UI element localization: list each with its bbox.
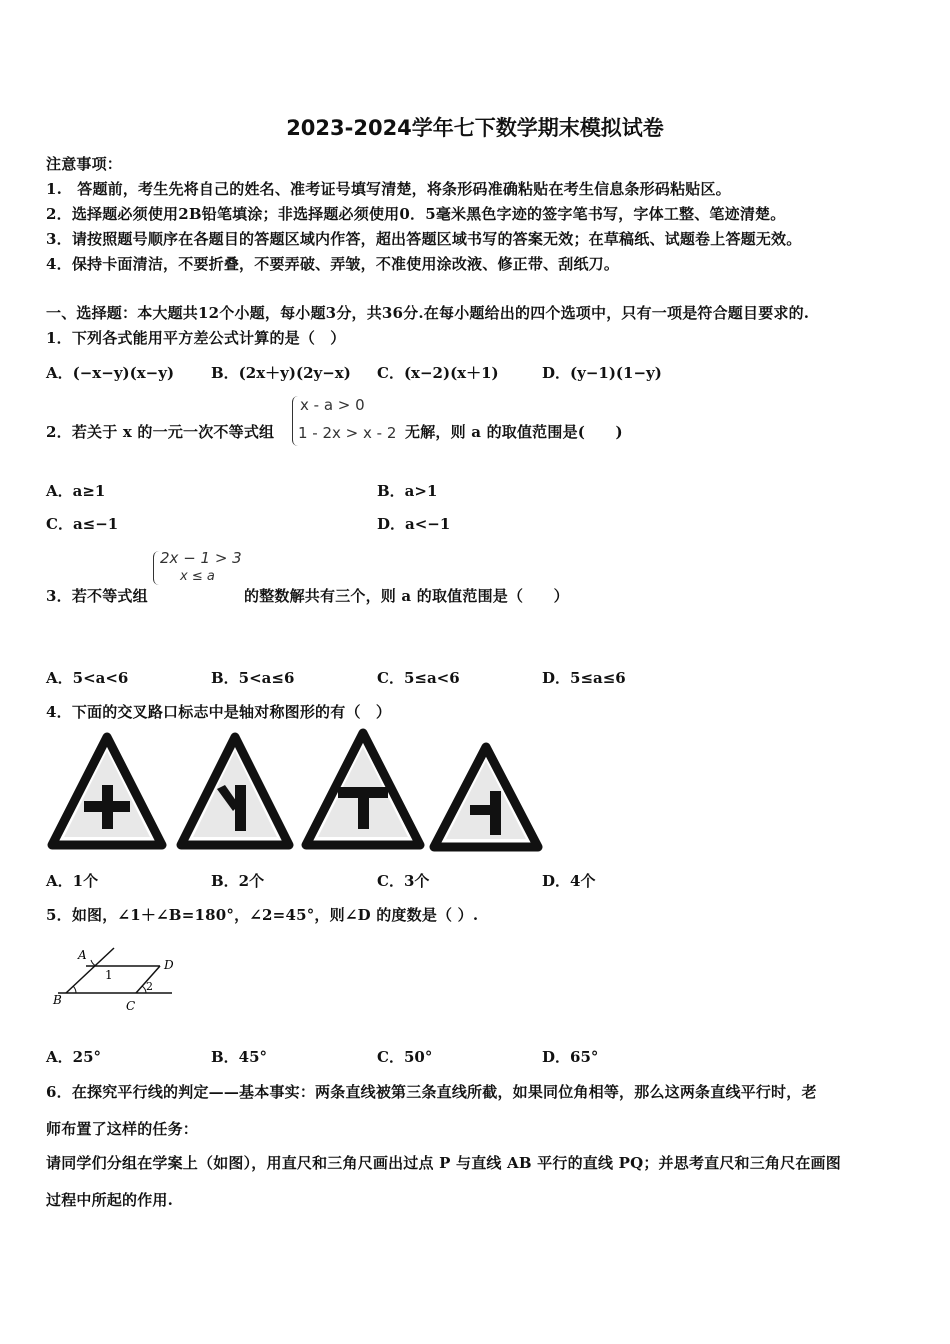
- label-angle-1: 1: [105, 968, 113, 982]
- q4-option-d: D．4个: [542, 872, 596, 890]
- question-2-stem: 2．若关于 x 的一元一次不等式组: [46, 423, 275, 441]
- parallel-lines-figure: [50, 942, 180, 1014]
- q2-option-d: D．a<−1: [377, 515, 451, 533]
- label-a: A: [78, 948, 87, 962]
- q3-option-c: C．5≤a<6: [377, 669, 460, 687]
- q5-option-b: B．45°: [211, 1048, 268, 1066]
- q3-option-d: D．5≤a≤6: [542, 669, 626, 687]
- q5-option-c: C．50°: [377, 1048, 433, 1066]
- q5-option-d: D．65°: [542, 1048, 599, 1066]
- q5-option-a: A．25°: [46, 1048, 102, 1066]
- q4-option-c: C．3个: [377, 872, 430, 890]
- q1-option-a: A．(−x−y)(x−y): [46, 364, 175, 382]
- q4-option-a: A．1个: [46, 872, 99, 890]
- q2-system-line-2: 1 - 2x > x - 2: [298, 424, 397, 442]
- t-junction-sign-icon: [302, 729, 424, 849]
- q2-option-c: C．a≤−1: [46, 515, 119, 533]
- q3-system-line-2: x ≤ a: [180, 569, 215, 584]
- note-item: 4．保持卡面清洁，不要折叠，不要弄破、弄皱，不准使用涂改液、修正带、刮纸刀。: [46, 255, 620, 273]
- q1-option-b: B．(2x＋y)(2y−x): [211, 364, 351, 382]
- q1-option-d: D．(y−1)(1−y): [542, 364, 662, 382]
- note-item: 1. 答题前，考生先将自己的姓名、准考证号填写清楚，将条形码准确粘贴在考生信息条形码粘贴区。: [46, 180, 731, 198]
- question-4-stem: 4．下面的交叉路口标志中是轴对称图形的有（ ）: [46, 703, 392, 721]
- q2-system-line-1: x - a > 0: [300, 396, 365, 414]
- question-6-line-3: 请同学们分组在学案上（如图），用直尺和三角尺画出过点 P 与直线 AB 平行的直线 PQ；并思考直尺和三角尺在画图: [46, 1154, 841, 1172]
- label-c: C: [126, 999, 136, 1013]
- side-junction-sign-icon: [430, 743, 542, 851]
- label-b: B: [53, 993, 62, 1007]
- question-6-line-4: 过程中所起的作用.: [46, 1191, 174, 1209]
- q3-option-b: B．5<a≤6: [211, 669, 295, 687]
- crossroad-sign-plus-icon: [48, 733, 166, 849]
- question-5-stem: 5．如图，∠1＋∠B=180°，∠2=45°，则∠D 的度数是（ ）.: [46, 906, 479, 924]
- q2-option-a: A．a≥1: [46, 482, 106, 500]
- q2-option-b: B．a>1: [377, 482, 438, 500]
- y-junction-sign-icon: [177, 733, 293, 849]
- label-d: D: [164, 958, 174, 972]
- question-3-stem: 3．若不等式组: [46, 587, 148, 605]
- system-brace: [153, 551, 159, 585]
- section-heading: 一、选择题：本大题共12个小题，每小题3分，共36分.在每小题给出的四个选项中，只有一项是符合题目要求的.: [46, 304, 810, 322]
- page-title: 2023-2024学年七下数学期末模拟试卷: [286, 116, 664, 140]
- q3-option-a: A．5<a<6: [46, 669, 129, 687]
- question-3-stem-end: 的整数解共有三个，则 a 的取值范围是（ ）: [244, 587, 569, 605]
- q4-option-b: B．2个: [211, 872, 265, 890]
- question-1-stem: 1．下列各式能用平方差公式计算的是（ ）: [46, 329, 346, 347]
- question-2-stem-end: 无解，则 a 的取值范围是( ): [405, 423, 623, 441]
- question-6-line-1: 6．在探究平行线的判定——基本事实：两条直线被第三条直线所截，如果同位角相等，那么这两条直线平行时，老: [46, 1083, 817, 1101]
- note-item: 2．选择题必须使用2B铅笔填涂；非选择题必须使用0．5毫米黑色字迹的签字笔书写，字体工整、笔迹清楚。: [46, 205, 786, 223]
- q3-system-line-1: 2x − 1 > 3: [160, 549, 242, 567]
- q1-option-c: C．(x−2)(x＋1): [377, 364, 499, 382]
- question-6-line-2: 师布置了这样的任务：: [46, 1120, 199, 1138]
- notes-heading: 注意事项：: [46, 155, 123, 173]
- note-item: 3．请按照题号顺序在各题目的答题区域内作答，超出答题区域书写的答案无效；在草稿纸、试题卷上答题无效。: [46, 230, 802, 248]
- label-angle-2: 2: [146, 980, 153, 993]
